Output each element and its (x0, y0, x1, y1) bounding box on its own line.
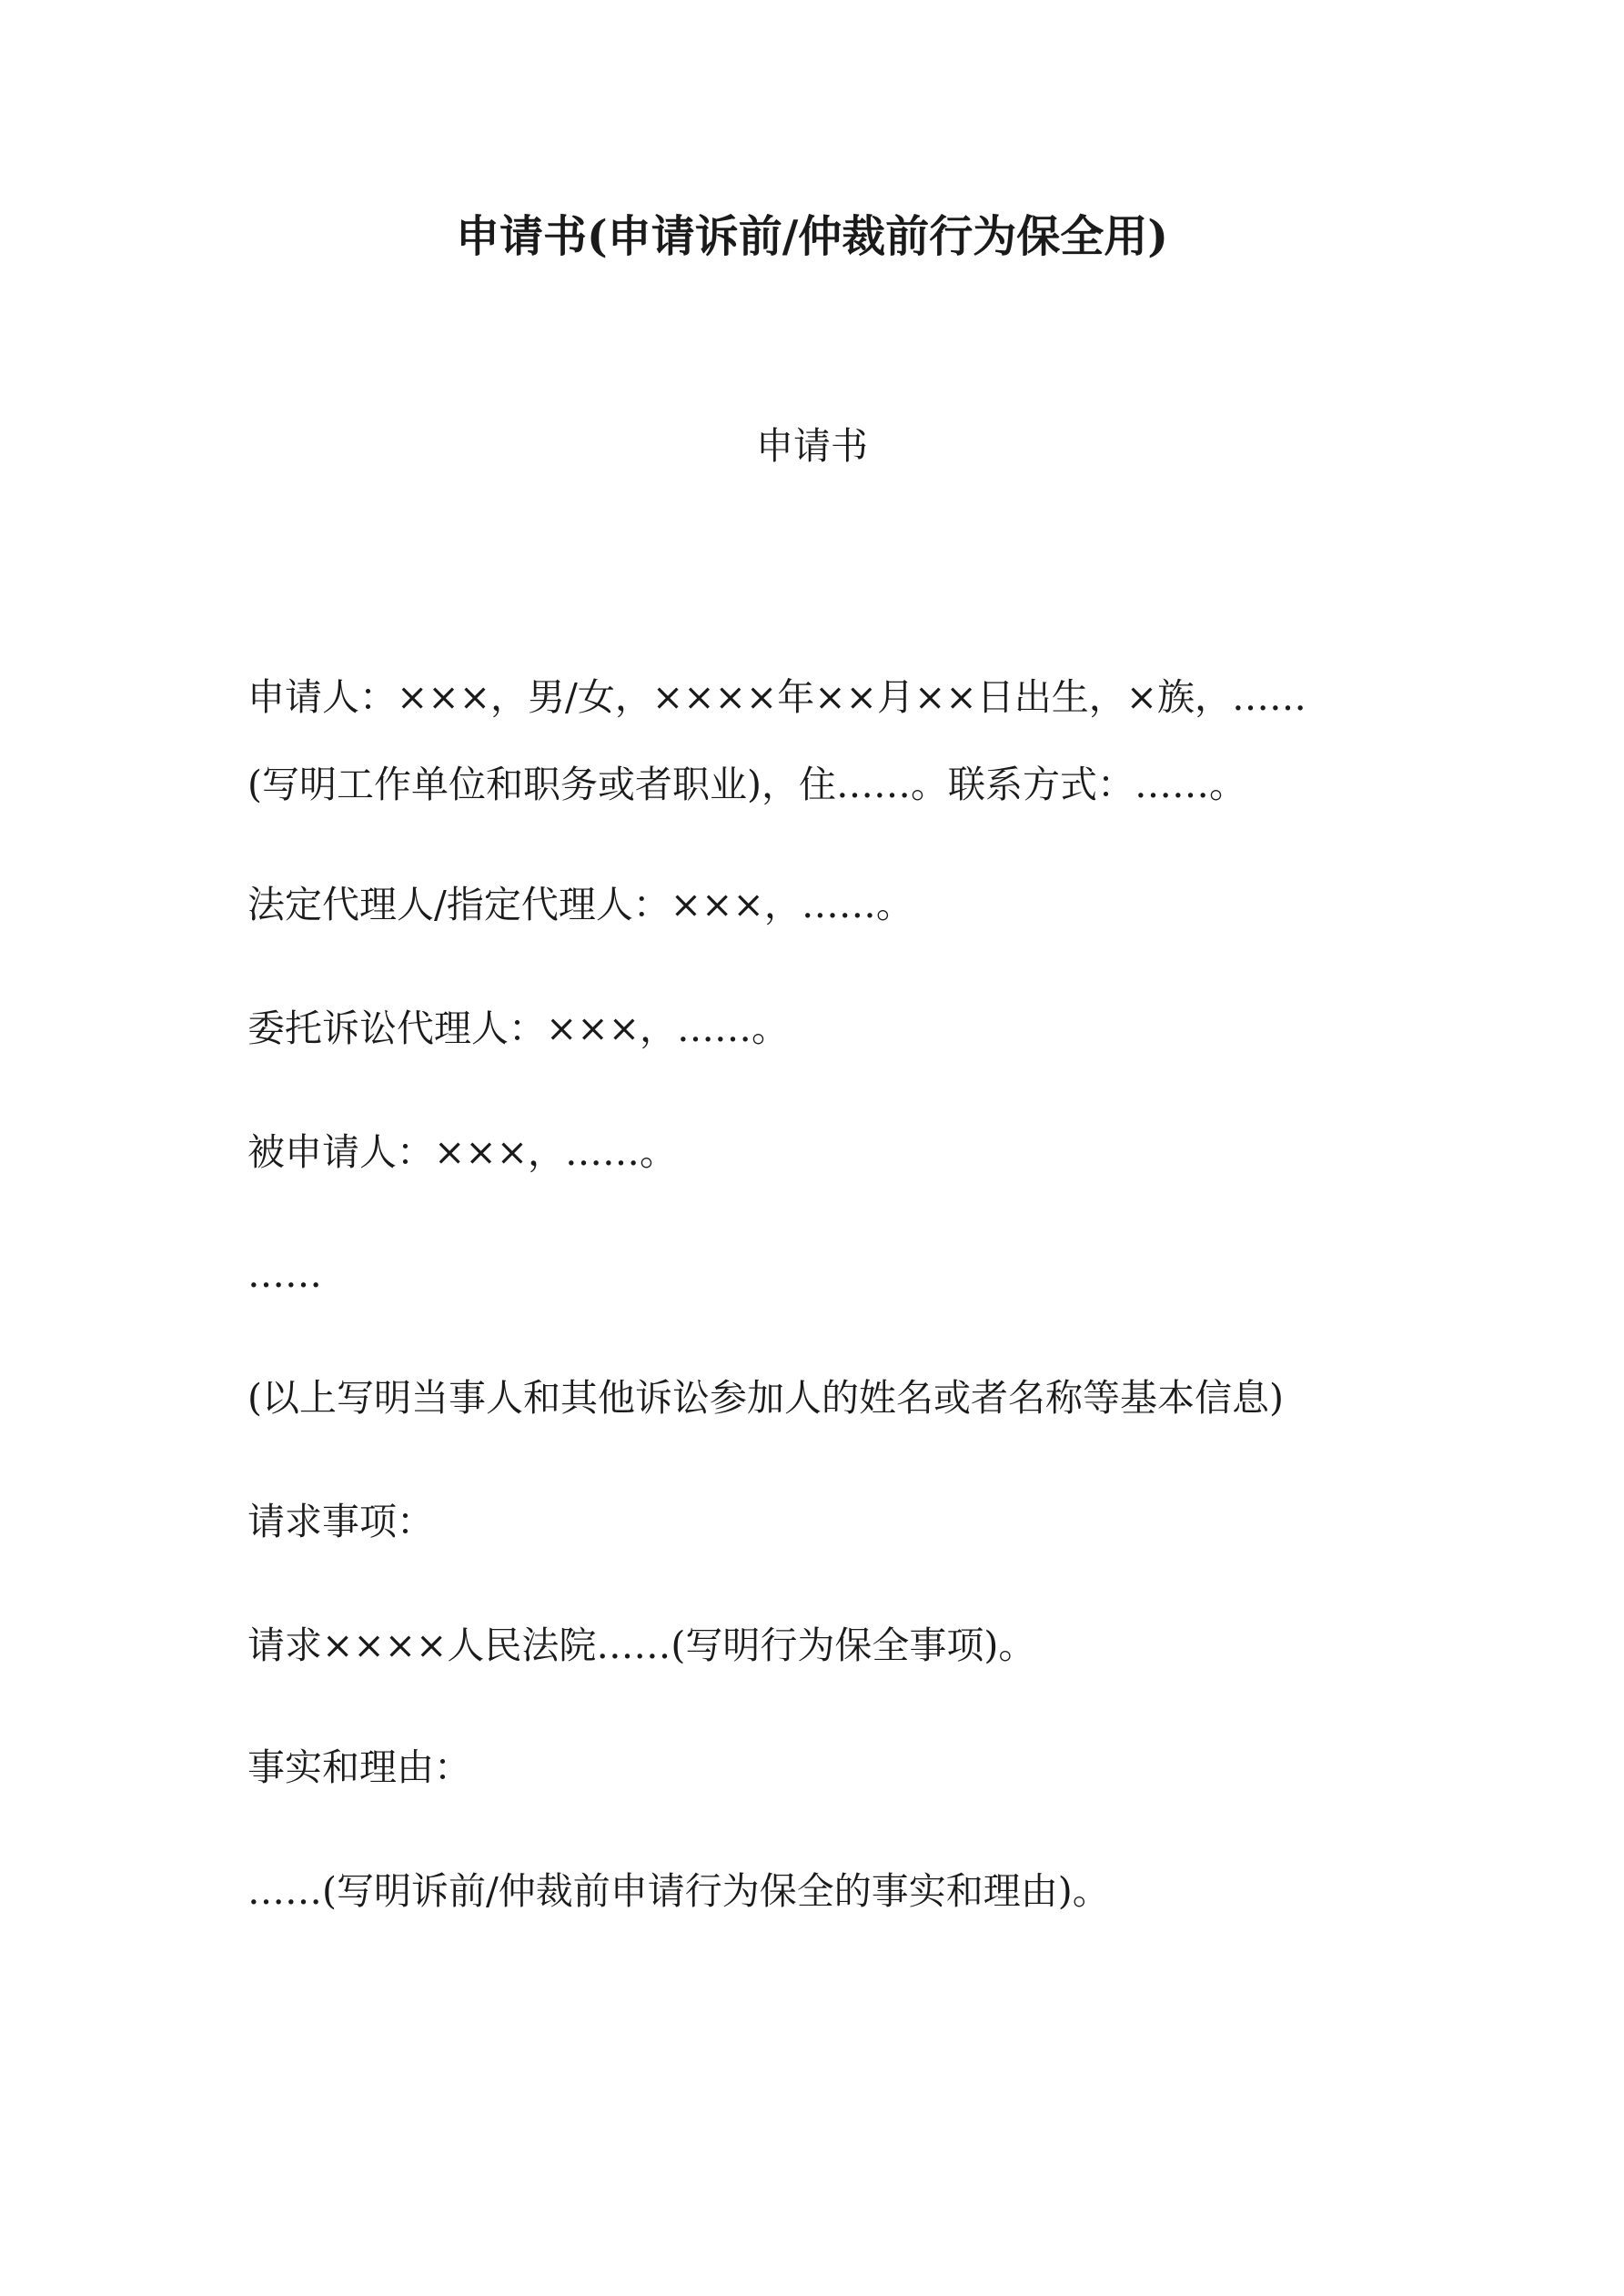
claims-content: 请求××××人民法院……(写明行为保全事项)。 (247, 1623, 1036, 1667)
ellipsis-line: …… (247, 1252, 322, 1296)
applicant-line-2: (写明工作单位和职务或者职业)，住……。联系方式：……。 (247, 763, 1246, 806)
facts-heading: 事实和理由： (247, 1745, 471, 1789)
document-subtitle: 申请书 (756, 424, 868, 468)
claims-heading: 请求事项： (247, 1500, 434, 1543)
parties-note-line: (以上写明当事人和其他诉讼参加人的姓名或者名称等基本信息) (247, 1376, 1284, 1420)
applicant-line-1: 申请人：×××，男/女，××××年××月××日出生，×族，…… (247, 675, 1307, 719)
legal-representative-line: 法定代理人/指定代理人：×××，……。 (247, 883, 913, 926)
litigation-agent-line: 委托诉讼代理人：×××，……。 (247, 1006, 790, 1050)
respondent-line: 被申请人：×××，……。 (247, 1130, 678, 1174)
facts-content: ……(写明诉前/仲裁前申请行为保全的事实和理由)。 (247, 1869, 1110, 1913)
document-title: 申请书(申请诉前/仲裁前行为保全用) (456, 211, 1168, 262)
